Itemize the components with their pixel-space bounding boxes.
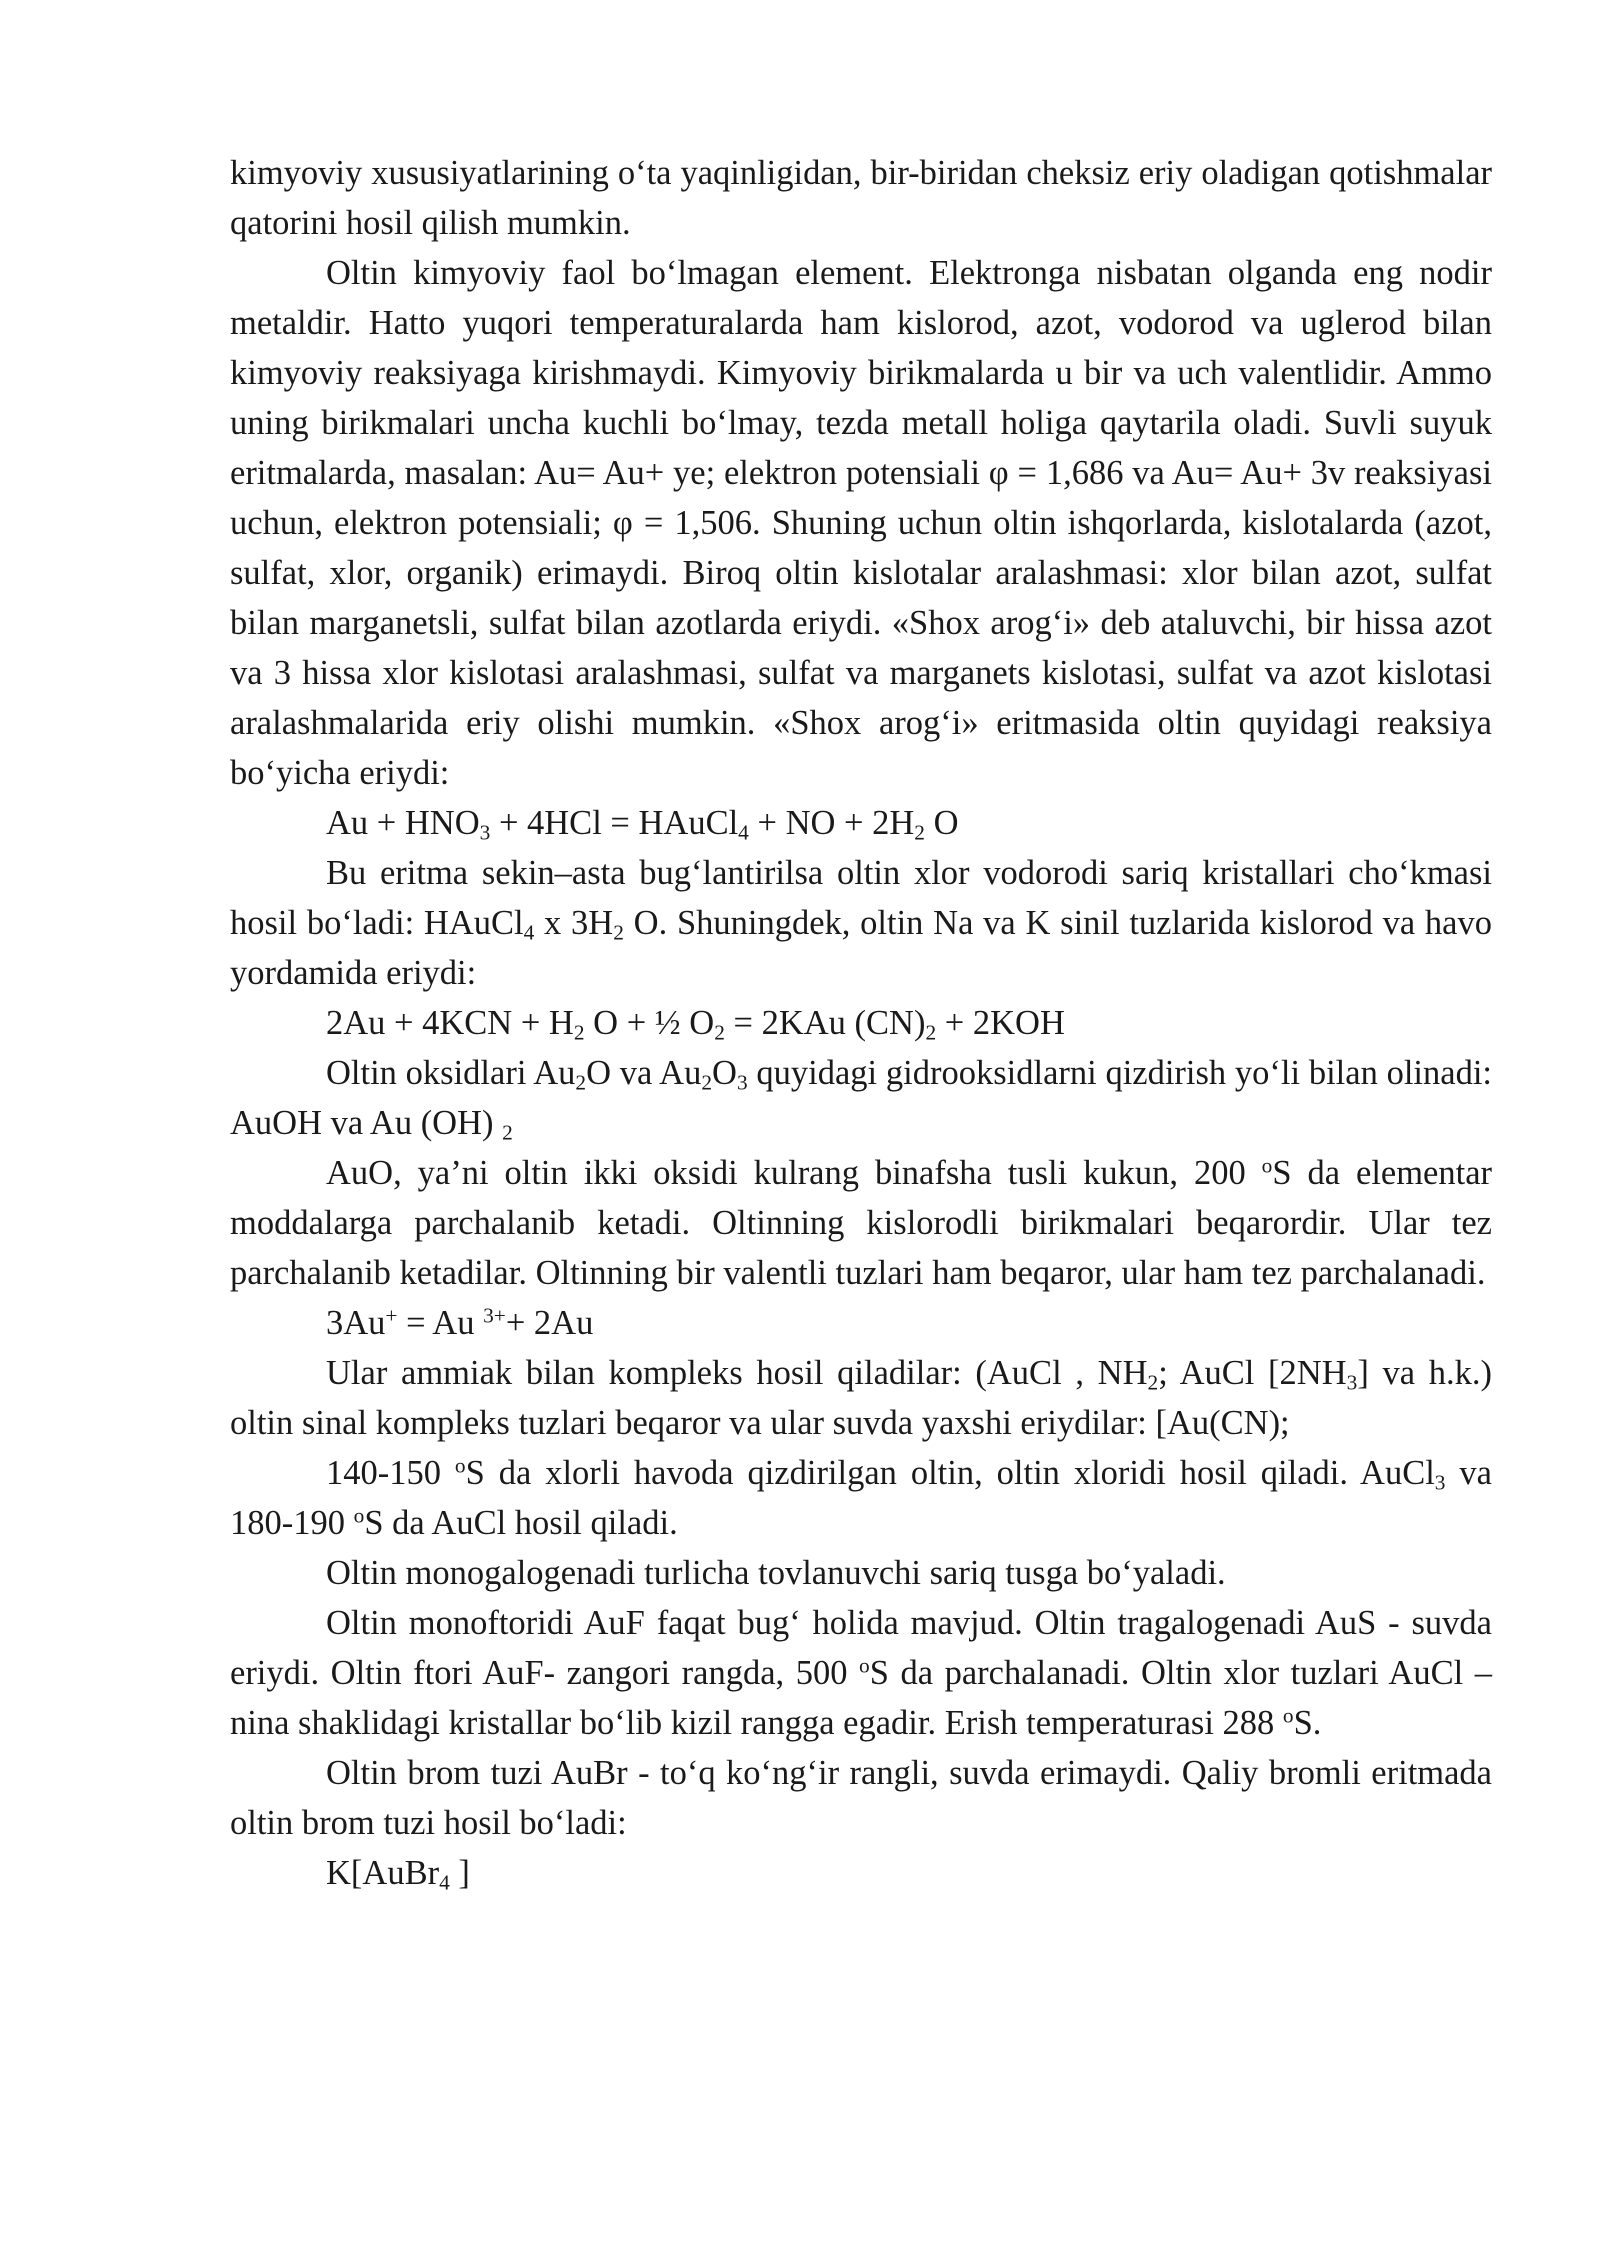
paragraph-monofluoride: Oltin monoftoridi AuF faqat bug‘ holida mavjud. Oltin tragalogenadi AuS - suvda eriydi. Oltin ftori AuF- zangori rangda, 500 $^o$S da parchalanadi. Oltin xlor tuzlari AuCl – nina shaklidagi kristallar bo‘lib kizil rangga egadir. Erish temperaturasi 288 $^o$S. bbox=[230, 1604, 1492, 1742]
paragraph-monohalides: Oltin monogalogenadi turlicha tovlanuvchi sariq tusga bo‘yaladi. bbox=[326, 1554, 1226, 1592]
document-page bbox=[230, 148, 1492, 1898]
equation-disproportionation: 3Au+ = Au $^{3+}$+ 2Au bbox=[326, 1303, 594, 1342]
equation-aqua-regia: $Au + HNO_3 + 4HCl$ = HAuCl$_4$ + NO + $2H_2$ O bbox=[326, 804, 959, 845]
paragraph-gold-bromide: Oltin brom tuzi AuBr - to‘q ko‘ng‘ir rangli, suvda erimaydi. Qaliy bromli eritmada oltin brom tuzi hosil bo‘ladi: bbox=[230, 1754, 1492, 1842]
paragraph-gold-oxides: Oltin oksidlari $Au_2O$ va $Au_2O_3$ quyidagi gidrooksidlarni qizdirish yo‘li bilan olinadi: AuOH va Au (OH) $_2$ bbox=[230, 1054, 1492, 1145]
paragraph-ammonia-complexes: Ular ammiak bilan kompleks hosil qiladilar: (AuCl , $NH_2$; AuCl $[2NH_3]$ va h.k.) oltin sinal kompleks tuzlari beqaror va ular suvda yaxshi eriydilar: [Au(CN); bbox=[230, 1354, 1493, 1442]
equation-potassium-tetrabromoaurate: K[AuBr$_4$ ] bbox=[326, 1854, 470, 1895]
equation-cyanide: $2Au + 4KCN + H_2$ O + ½ $O_2 = 2KAu$ $(CN)_2 + 2KOH$ bbox=[326, 1004, 1065, 1045]
paragraph-gold-chloride: 140-150 $^o$S da xlorli havoda qizdirilgan oltin, oltin xloridi hosil qiladi. AuCl$_3$ va 180-190 $^o$S da AuCl hosil qiladi. bbox=[230, 1453, 1492, 1542]
paragraph-alloys-continuation: kimyoviy xususiyatlarining o‘ta yaqinligidan, bir-biridan cheksiz eriy oladigan qotishmalar qatorini hosil qilish mumkin. bbox=[230, 154, 1492, 242]
paragraph-gold-chemical-properties: Oltin kimyoviy faol bo‘lmagan element. Elektronga nisbatan olganda eng nodir metaldir. Hatto yuqori temperaturalarda ham kislorod, azot, vodorod va uglerod bilan kimyoviy reaksiyaga kirishmaydi. Kimyoviy birikmalarda u bir va uch valentlidir. Ammo uning birikmalari uncha kuchli bo‘lmay, tezda metall holiga qaytarila oladi. Suvli suyuk eritmalarda, masalan: Au= Au+ ye; elektron potensiali φ = 1,686 va Au= Au+ 3v reaksiyasi uchun, elektron potensiali; φ = 1,506. Shuning uchun oltin ishqorlarda, kislotalarda (azot, sulfat, xlor, organik) erimaydi. Biroq oltin kislotalar aralashmasi: xlor bilan azot, sulfat bilan marganetsli, sulfat bilan azotlarda eriydi. «Shox arog‘i» deb ataluvchi, bir hissa azot va 3 hissa xlor kislotasi aralashmasi, sulfat va marganets kislotasi, sulfat va azot kislotasi aralashmalarida eriy olishi mumkin. «Shox arog‘i» eritmasida oltin quyidagi reaksiya bo‘yicha eriydi: bbox=[230, 254, 1492, 792]
paragraph-evaporation-crystals: Bu eritma sekin–asta bug‘lantirilsa oltin xlor vodorodi sariq kristallari cho‘kmasi hosil bo‘ladi: HAuCl$_4$ x $3H_2$ O. Shuningdek, oltin Na va K sinil tuzlarida kislorod va havo yordamida eriydi: bbox=[230, 854, 1492, 992]
paragraph-auo-oxide: AuO, ya’ni oltin ikki oksidi kulrang binafsha tusli kukun, 200 $^o$S da elementar moddalarga parchalanib ketadi. Oltinning kislorodli birikmalari beqarordir. Ular tez parchalanib ketadilar. Oltinning bir valentli tuzlari ham beqaror, ular ham tez parchalanadi. bbox=[230, 1153, 1493, 1292]
